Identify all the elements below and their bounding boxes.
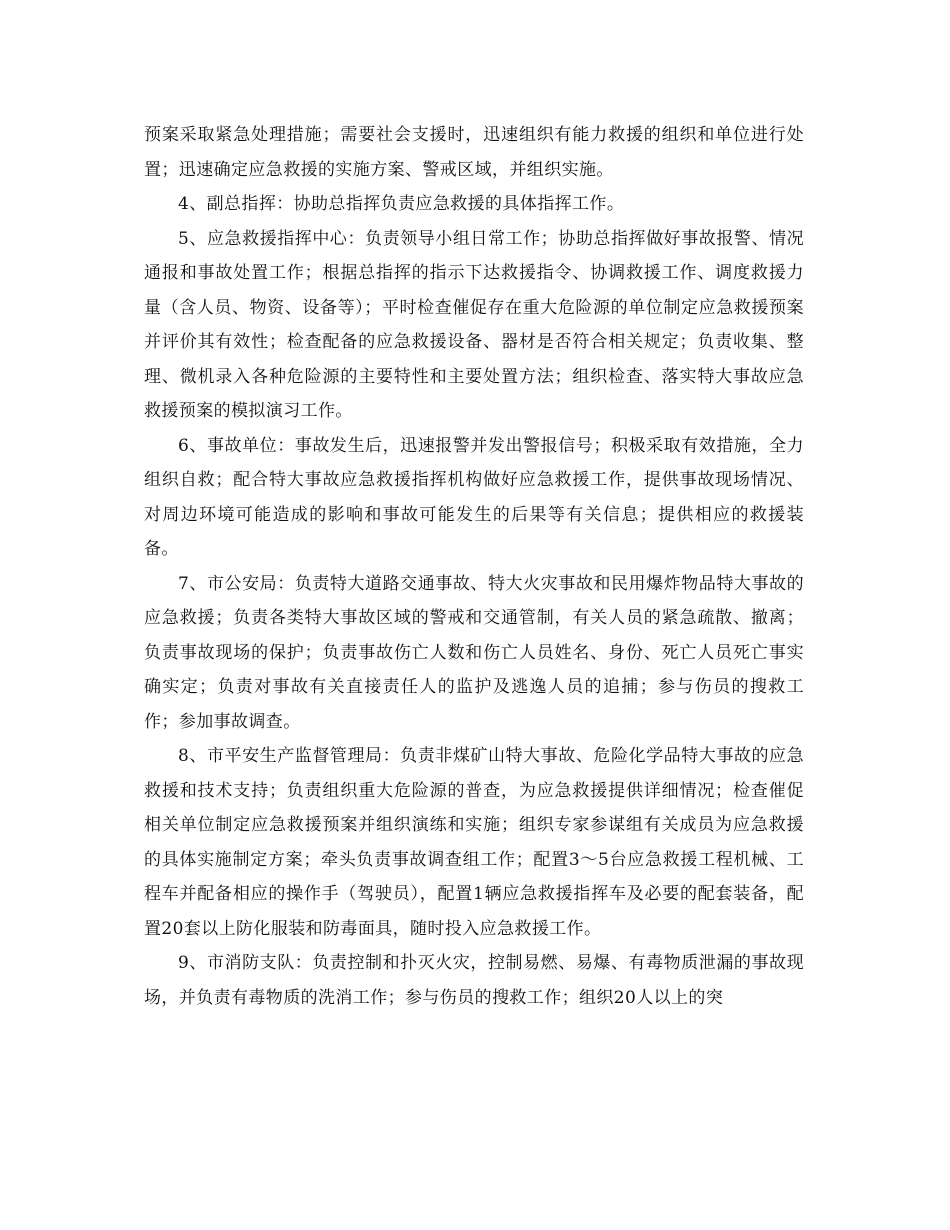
paragraph-item-7: 7、市公安局：负责特大道路交通事故、特大火灾事故和民用爆炸物品特大事故的应急救援；负责各类特大事故区域的警戒和交通管制，有关人员的紧急疏散、撤离；负责事故现场的保护；负责事故伤亡人数和伤亡人员姓名、身份、死亡人员死亡事实确实定；负责对事故有关直接责任人的监护及逃逸人员的追捕；参与伤员的搜救工作；参加事故调查。: [144, 573, 804, 732]
paragraph-item-6: 6、事故单位：事故发生后，迅速报警并发出警报信号；积极采取有效措施，全力组织自救；配合特大事故应急救援指挥机构做好应急救援工作，提供事故现场情况、对周边环境可能造成的影响和事故可能发生的后果等有关信息；提供相应的救援装备。: [144, 435, 804, 559]
document-body: [144, 118, 804, 1015]
paragraph-item-4: 4、副总指挥：协助总指挥负责应急救援的具体指挥工作。: [178, 194, 625, 214]
paragraph-item-5: 5、应急救援指挥中心：负责领导小组日常工作；协助总指挥做好事故报警、情况通报和事故处置工作；根据总指挥的指示下达救援指令、协调救援工作、调度救援力量（含人员、物资、设备等）；平时检查催促存在重大危险源的单位制定应急救援预案并评价其有效性；检查配备的应急救援设备、器材是否符合相关规定；负责收集、整理、微机录入各种危险源的主要特性和主要处置方法；组织检查、落实特大事故应急救援预案的模拟演习工作。: [144, 228, 804, 421]
paragraph-continuation: 预案采取紧急处理措施；需要社会支援时，迅速组织有能力救援的组织和单位进行处置；迅速确定应急救援的实施方案、警戒区域，并组织实施。: [144, 125, 804, 180]
paragraph-item-9: 9、市消防支队：负责控制和扑灭火灾，控制易燃、易爆、有毒物质泄漏的事故现场，并负责有毒物质的洗消工作；参与伤员的搜救工作；组织20人以上的突: [144, 953, 804, 1008]
paragraph-item-8: 8、市平安生产监督管理局：负责非煤矿山特大事故、危险化学品特大事故的应急救援和技术支持；负责组织重大危险源的普查，为应急救援提供详细情况；检查催促相关单位制定应急救援预案并组织演练和实施；组织专家参谋组有关成员为应急救援的具体实施制定方案；牵头负责事故调查组工作；配置3～5台应急救援工程机械、工程车并配备相应的操作手（驾驶员），配置1辆应急救援指挥车及必要的配套装备，配置20套以上防化服装和防毒面具，随时投入应急救援工作。: [144, 746, 804, 939]
